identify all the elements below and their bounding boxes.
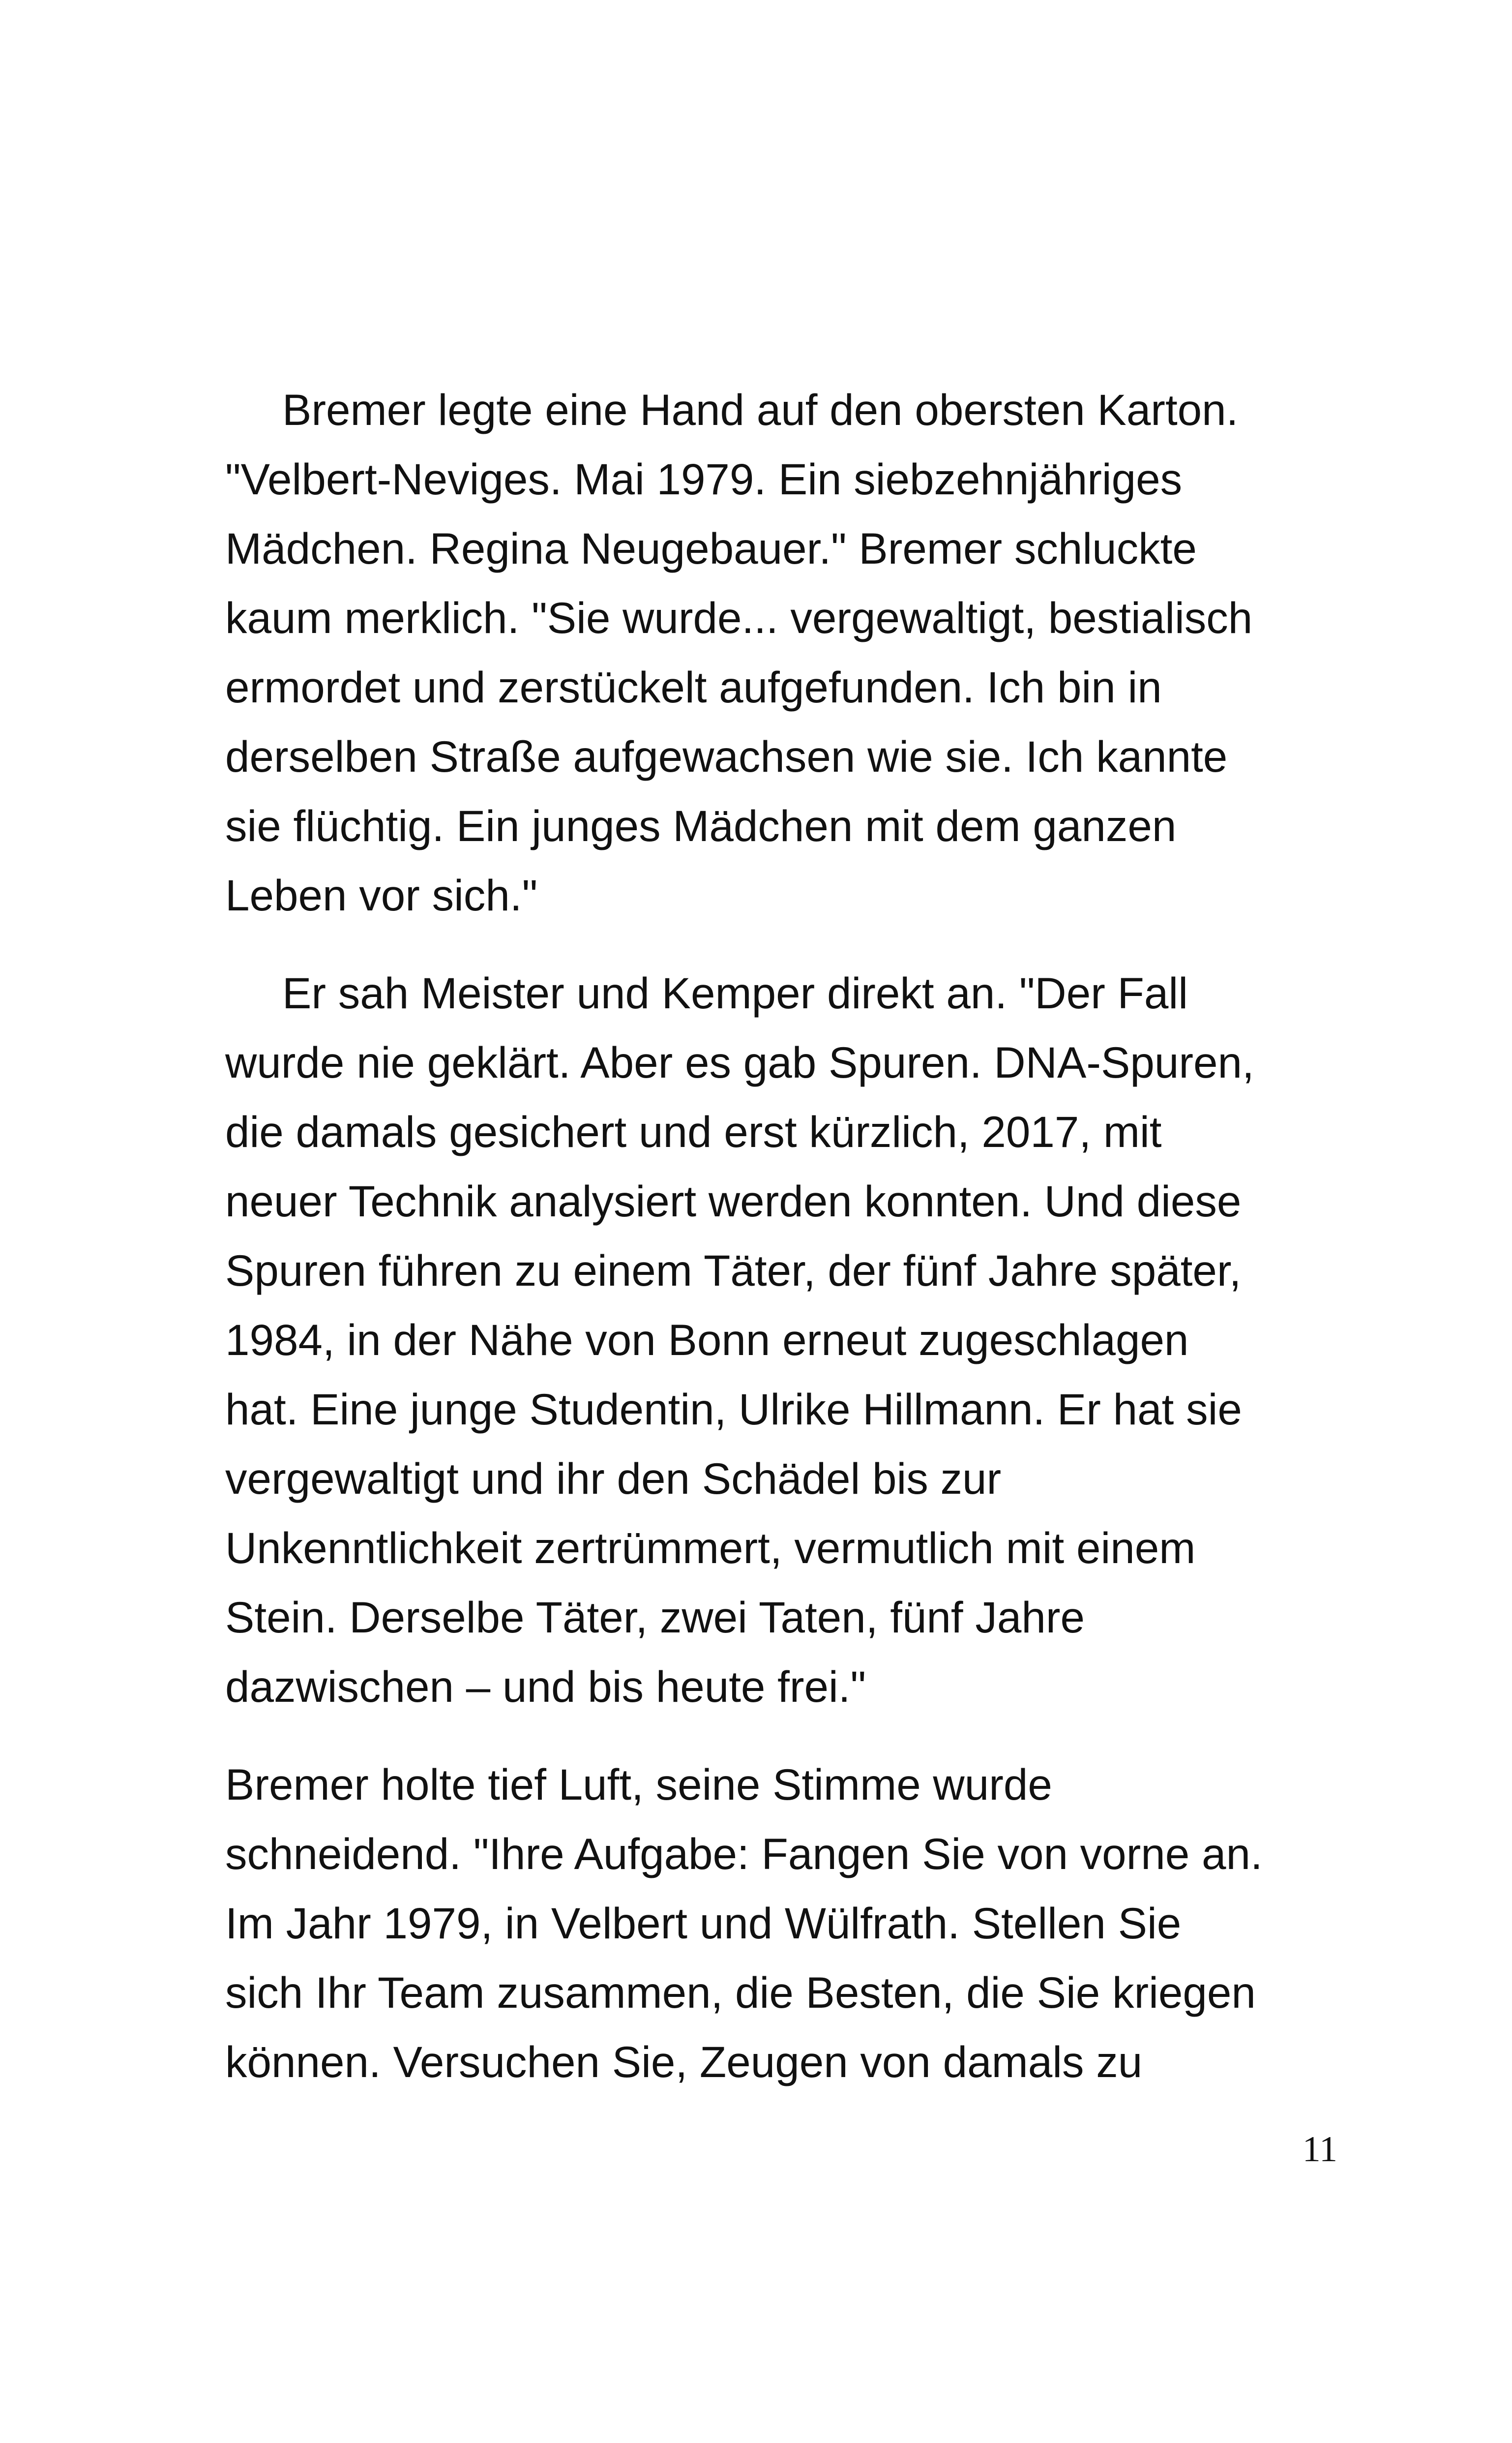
text-line: Stein. Derselbe Täter, zwei Taten, fünf Jahre — [225, 1593, 1085, 1642]
paragraph-1 — [225, 375, 1327, 930]
paragraph-3 — [225, 1750, 1327, 2097]
text-line: kaum merklich. "Sie wurde... vergewaltigt, bestialisch — [225, 593, 1253, 642]
text-line: hat. Eine junge Studentin, Ulrike Hillmann. Er hat sie — [225, 1385, 1242, 1434]
text-line: Bremer legte eine Hand auf den obersten Karton. — [282, 385, 1239, 434]
text-line: können. Versuchen Sie, Zeugen von damals zu — [225, 2037, 1143, 2086]
text-line: sich Ihr Team zusammen, die Besten, die Sie kriegen — [225, 1968, 1256, 2017]
text-line: Bremer holte tief Luft, seine Stimme wurde — [225, 1760, 1052, 1809]
text-line: sie flüchtig. Ein junges Mädchen mit dem ganzen — [225, 801, 1177, 850]
paragraph-spacer — [225, 1721, 1327, 1750]
text-line: Mädchen. Regina Neugebauer." Bremer schluckte — [225, 524, 1197, 573]
text-line: die damals gesichert und erst kürzlich, 2017, mit — [225, 1107, 1162, 1156]
text-line: Er sah Meister und Kemper direkt an. "Der Fall — [282, 968, 1188, 1018]
paragraph-spacer — [225, 930, 1327, 959]
text-line: derselben Straße aufgewachsen wie sie. Ich kannte — [225, 732, 1228, 781]
text-line: Spuren führen zu einem Täter, der fünf Jahre später, — [225, 1246, 1242, 1295]
text-line: dazwischen – und bis heute frei." — [225, 1662, 866, 1711]
text-line: neuer Technik analysiert werden konnten. Und diese — [225, 1176, 1242, 1226]
text-line: ermordet und zerstückelt aufgefunden. Ich bin in — [225, 663, 1162, 712]
text-line: vergewaltigt und ihr den Schädel bis zur — [225, 1454, 1002, 1503]
body-text — [225, 375, 1327, 2097]
text-line: wurde nie geklärt. Aber es gab Spuren. DNA-Spuren, — [225, 1038, 1254, 1087]
text-line: 1984, in der Nähe von Bonn erneut zugeschlagen — [225, 1315, 1189, 1364]
page-number: 11 — [1302, 2129, 1337, 2170]
text-line: Unkenntlichkeit zertrümmert, vermutlich mit einem — [225, 1523, 1196, 1572]
text-line: "Velbert-Neviges. Mai 1979. Ein siebzehnjähriges — [225, 454, 1183, 504]
text-line: schneidend. "Ihre Aufgabe: Fangen Sie von vorne an. — [225, 1829, 1263, 1878]
text-line: Leben vor sich." — [225, 871, 538, 920]
paragraph-2 — [225, 959, 1327, 1721]
text-line: Im Jahr 1979, in Velbert und Wülfrath. Stellen Sie — [225, 1899, 1182, 1948]
